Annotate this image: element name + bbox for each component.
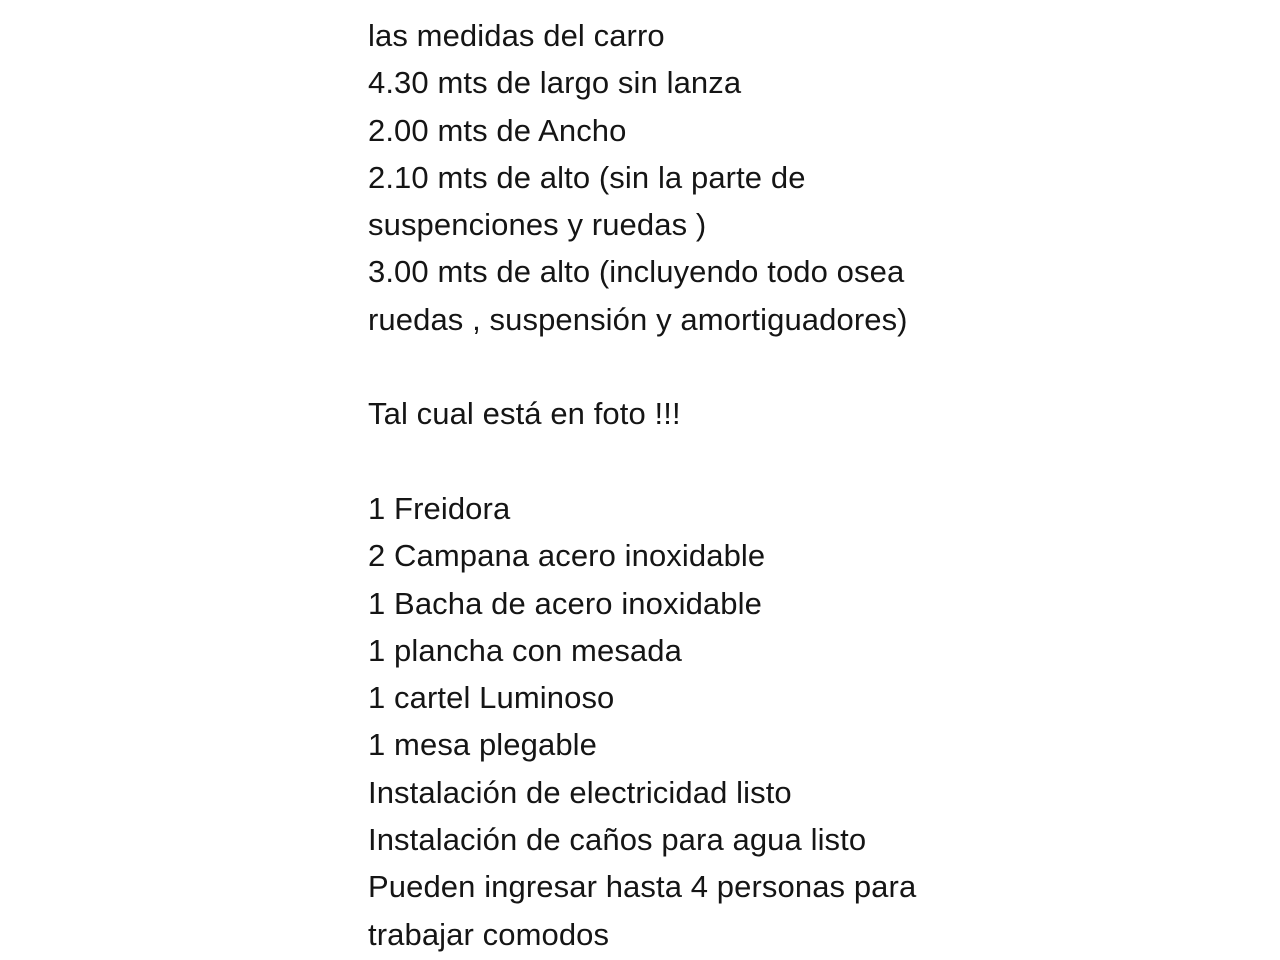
list-item: trabajar comodos (368, 916, 610, 952)
text-line-height-2-cont: ruedas , suspensión y amortiguadores) (368, 301, 908, 337)
text-line-length: 4.30 mts de largo sin lanza (368, 65, 742, 101)
list-item: 1 cartel Luminoso (368, 680, 615, 716)
list-item: 2 Campana acero inoxidable (368, 538, 766, 574)
list-item: Instalación de caños para agua listo (368, 822, 867, 858)
text-line-height-2: 3.00 mts de alto (incluyendo todo osea (368, 254, 905, 290)
blank-line (368, 438, 1088, 485)
text-line-photo-note: Tal cual está en foto !!! (368, 396, 681, 432)
message-text (368, 12, 1088, 958)
list-item: Instalación de electricidad listo (368, 774, 792, 810)
text-line-height-1-cont: suspenciones y ruedas ) (368, 207, 707, 243)
list-item: 1 Bacha de acero inoxidable (368, 585, 762, 621)
text-line-width: 2.00 mts de Ancho (368, 112, 627, 148)
blank-line (368, 343, 1088, 390)
list-item: 1 Freidora (368, 490, 511, 526)
list-item: 1 plancha con mesada (368, 632, 682, 668)
text-line-height-1: 2.10 mts de alto (sin la parte de (368, 159, 806, 195)
list-item: 1 mesa plegable (368, 727, 597, 763)
text-line-title: las medidas del carro (368, 18, 665, 53)
list-item: Pueden ingresar hasta 4 personas para (368, 869, 917, 905)
